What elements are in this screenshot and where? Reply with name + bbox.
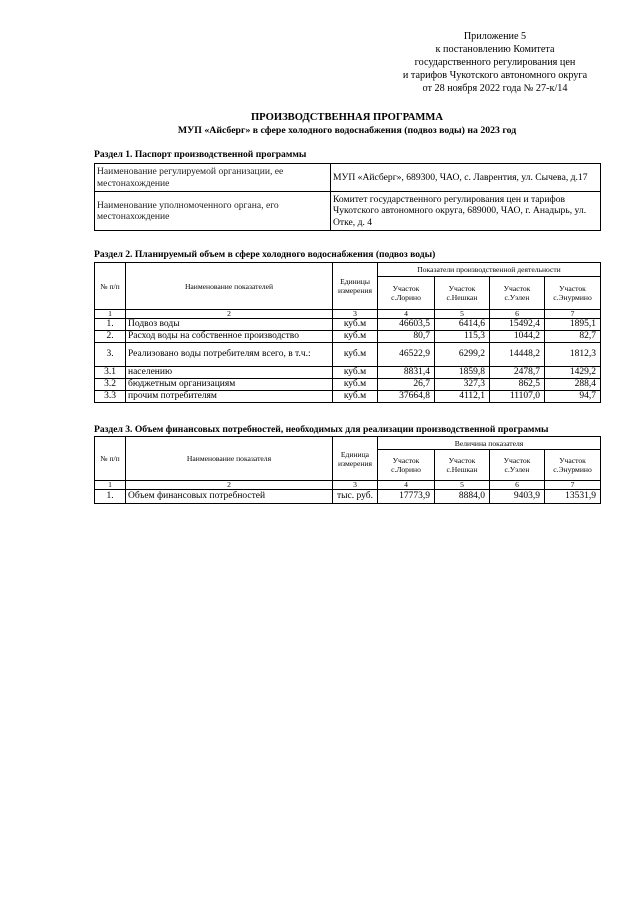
table-header-row	[95, 263, 601, 277]
appendix-line: от 28 ноября 2022 года № 27-к/14	[422, 83, 568, 94]
row-number: 3.3	[95, 391, 126, 403]
row-value: 2478,7	[490, 367, 545, 379]
row-value: 82,7	[545, 331, 601, 343]
appendix-line: и тарифов Чукотского автономного округа	[402, 70, 588, 81]
table-cell: Наименование регулируемой организации, ее местонахождение	[95, 164, 331, 192]
row-value: 327,3	[435, 379, 490, 391]
table-cell: Наименование уполномоченного органа, его местонахождение	[95, 192, 331, 231]
appendix-line: Приложение 5	[463, 31, 527, 42]
column-header: Участок с.Нешкан	[435, 277, 490, 310]
row-value: 1429,2	[545, 367, 601, 379]
row-unit: куб.м	[333, 391, 378, 403]
column-number: 7	[545, 481, 601, 490]
row-number: 3.	[95, 343, 126, 367]
column-number: 5	[435, 481, 490, 490]
appendix-note	[380, 30, 610, 95]
row-value: 94,7	[545, 391, 601, 403]
row-value: 80,7	[378, 331, 435, 343]
row-value: 11107,0	[490, 391, 545, 403]
row-name: Подвоз воды	[126, 319, 333, 331]
document-subtitle: МУП «Айсберг» в сфере холодного водоснабжения (подвоз воды) на 2023 год	[177, 125, 517, 136]
column-group-header: Величина показателя	[378, 437, 601, 450]
row-value: 6299,2	[435, 343, 490, 367]
row-value: 17773,9	[378, 490, 435, 504]
column-header: Участок с.Уэлен	[490, 450, 545, 481]
row-value: 13531,9	[545, 490, 601, 504]
row-unit: куб.м	[333, 319, 378, 331]
row-name: Расход воды на собственное производство	[126, 331, 333, 343]
row-value: 14448,2	[490, 343, 545, 367]
row-value: 37664,8	[378, 391, 435, 403]
column-number: 4	[378, 481, 435, 490]
planned-volume-table	[94, 262, 601, 403]
column-number: 3	[333, 481, 378, 490]
row-value: 862,5	[490, 379, 545, 391]
row-unit: куб.м	[333, 343, 378, 367]
table-row	[95, 343, 601, 367]
column-number: 7	[545, 310, 601, 319]
table-row	[95, 379, 601, 391]
column-header: Участок с.Лорино	[378, 450, 435, 481]
column-number: 6	[490, 310, 545, 319]
column-header: № п/п	[95, 437, 126, 481]
column-header: Участок с.Энурмино	[545, 277, 601, 310]
row-unit: тыс. руб.	[333, 490, 378, 504]
row-value: 1044,2	[490, 331, 545, 343]
row-number: 2.	[95, 331, 126, 343]
row-number: 3.1	[95, 367, 126, 379]
table-row	[95, 164, 601, 192]
row-name: Объем финансовых потребностей	[126, 490, 333, 504]
column-header: Участок с.Лорино	[378, 277, 435, 310]
section3-heading: Раздел 3. Объем финансовых потребностей, необходимых для реализации производственной программы	[94, 424, 549, 435]
row-value: 26,7	[378, 379, 435, 391]
row-number: 1.	[95, 490, 126, 504]
row-value: 46522,9	[378, 343, 435, 367]
row-value: 6414,6	[435, 319, 490, 331]
column-header: № п/п	[95, 263, 126, 310]
row-value: 1859,8	[435, 367, 490, 379]
column-header: Наименование показателей	[126, 263, 333, 310]
column-number: 2	[126, 310, 333, 319]
table-cell: МУП «Айсберг», 689300, ЧАО, с. Лаврентия, ул. Сычева, д.17	[331, 164, 601, 192]
column-header: Участок с.Энурмино	[545, 450, 601, 481]
row-name: Реализовано воды потребителям всего, в т.ч.:	[126, 343, 333, 367]
financial-needs-table	[94, 436, 601, 504]
column-header: Единица измерения	[333, 437, 378, 481]
passport-table	[94, 163, 601, 231]
row-value: 46603,5	[378, 319, 435, 331]
column-number: 2	[126, 481, 333, 490]
column-number-row	[95, 310, 601, 319]
row-name: прочим потребителям	[126, 391, 333, 403]
table-row	[95, 319, 601, 331]
column-header: Участок с.Нешкан	[435, 450, 490, 481]
column-number: 5	[435, 310, 490, 319]
table-row	[95, 490, 601, 504]
column-number-row	[95, 481, 601, 490]
row-value: 288,4	[545, 379, 601, 391]
column-number: 3	[333, 310, 378, 319]
row-name: населению	[126, 367, 333, 379]
document-title: ПРОИЗВОДСТВЕННАЯ ПРОГРАММА	[250, 112, 444, 123]
row-value: 115,3	[435, 331, 490, 343]
table-header-row	[95, 437, 601, 450]
row-unit: куб.м	[333, 331, 378, 343]
table-row	[95, 331, 601, 343]
row-name: бюджетным организациям	[126, 379, 333, 391]
row-number: 3.2	[95, 379, 126, 391]
column-group-header: Показатели производственной деятельности	[378, 263, 601, 277]
column-header: Участок с.Уэлен	[490, 277, 545, 310]
column-header: Единицы измерения	[333, 263, 378, 310]
column-number: 4	[378, 310, 435, 319]
column-number: 1	[95, 310, 126, 319]
row-value: 8884,0	[435, 490, 490, 504]
column-number: 6	[490, 481, 545, 490]
table-row	[95, 367, 601, 379]
table-row	[95, 192, 601, 231]
row-unit: куб.м	[333, 379, 378, 391]
row-value: 15492,4	[490, 319, 545, 331]
column-number: 1	[95, 481, 126, 490]
table-row	[95, 391, 601, 403]
appendix-line: к постановлению Комитета	[435, 44, 555, 55]
appendix-line: государственного регулирования цен	[414, 57, 576, 68]
row-unit: куб.м	[333, 367, 378, 379]
table-cell: Комитет государственного регулирования цен и тарифов Чукотского автономного округа, 689000, ЧАО, г. Анадырь, ул. Отке, д. 4	[331, 192, 601, 231]
row-value: 1895,1	[545, 319, 601, 331]
column-header: Наименование показателя	[126, 437, 333, 481]
section1-heading: Раздел 1. Паспорт производственной программы	[94, 149, 307, 160]
row-value: 4112,1	[435, 391, 490, 403]
row-number: 1.	[95, 319, 126, 331]
row-value: 1812,3	[545, 343, 601, 367]
row-value: 8831,4	[378, 367, 435, 379]
row-value: 9403,9	[490, 490, 545, 504]
section2-heading: Раздел 2. Планируемый объем в сфере холодного водоснабжения (подвоз воды)	[94, 249, 436, 260]
